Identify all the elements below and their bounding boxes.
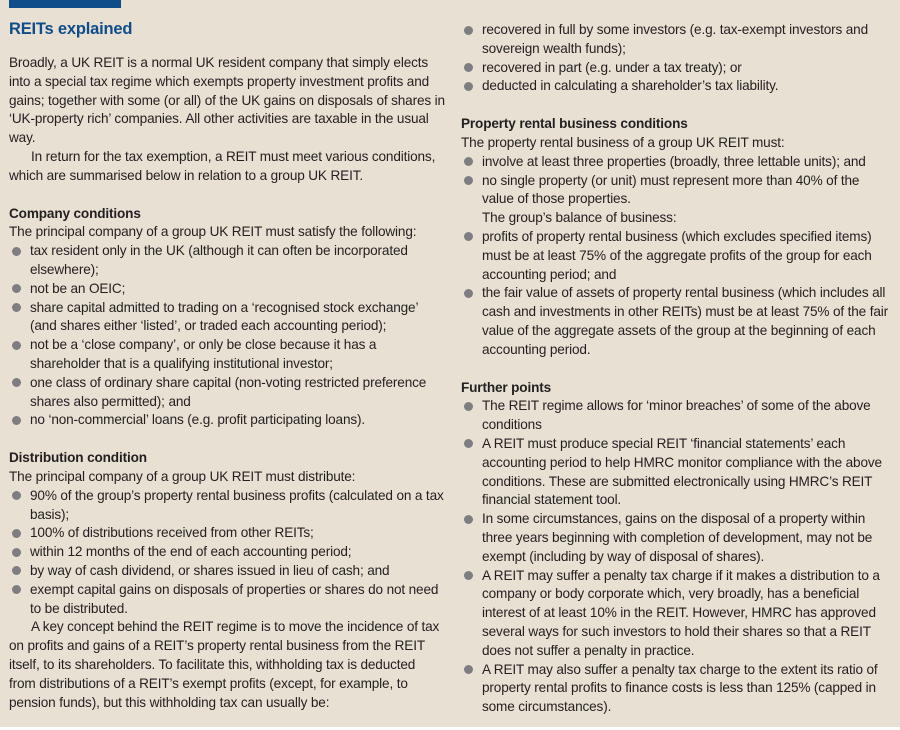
property-rental-lead: The property rental business of a group UK REIT must: [461, 134, 785, 150]
list-item: A REIT may also suffer a penalty tax charge to the extent its ratio of property rental profits to finance costs is less than 125% (capped in some circumstances). [461, 661, 893, 717]
bullet-icon [464, 26, 473, 35]
list-item: 90% of the group’s property rental business profits (calculated on a tax basis); [9, 487, 445, 525]
further-points-list [461, 397, 893, 717]
withholding-tax-paragraph: A key concept behind the REIT regime is to move the incidence of tax on profits and gains of a REIT’s property rental business from the REIT itself, to its shareholders. To facilitate this, withholding tax is deducted from distributions of a REIT’s exempt profits (except, for example, to pension funds), but this withholding tax can usually be: [9, 619, 440, 710]
bullet-icon [12, 529, 21, 538]
bullet-icon [12, 284, 21, 293]
accent-bar [9, 0, 121, 8]
list-item: involve at least three properties (broadly, three lettable units); and [461, 153, 893, 172]
list-item: A REIT must produce special REIT ‘financial statements’ each accounting period to help HMRC monitor compliance with the above conditions. These are submitted electronically using HMRC’s REIT financial statement tool. [461, 435, 893, 510]
list-item: profits of property rental business (which excludes specified items) must be at least 75% of the aggregate profits of the group for each accounting period; and [461, 228, 893, 284]
bullet-icon [12, 548, 21, 557]
company-conditions-list [9, 242, 445, 430]
list-item: 100% of distributions received from other REITs; [9, 524, 445, 543]
list-item: tax resident only in the UK (although it can often be incorporated elsewhere); [9, 242, 445, 280]
list-item: by way of cash dividend, or shares issued in lieu of cash; and [9, 562, 445, 581]
property-rental-list [461, 153, 893, 209]
bullet-icon [464, 82, 473, 91]
list-item: recovered in part (e.g. under a tax treaty); or [461, 59, 893, 78]
list-item: exempt capital gains on disposals of properties or shares do not need to be distributed. [9, 581, 445, 619]
list-item: one class of ordinary share capital (non-voting restricted preference shares also permitted); and [9, 374, 445, 412]
left-column [9, 54, 445, 712]
list-item: The REIT regime allows for ‘minor breaches’ of some of the above conditions [461, 397, 893, 435]
list-item: A REIT may suffer a penalty tax charge if it makes a distribution to a company or body corporate which, very broadly, has a beneficial interest of at least 10% in the REIT. However, HMRC has approved several ways for such investors to hold their shares so that a REIT does not suffer a penalty in practice. [461, 567, 893, 661]
distribution-condition-list [9, 487, 445, 619]
intro-paragraph: Broadly, a UK REIT is a normal UK resident company that simply elects into a special tax regime which exempts property investment profits and gains; together with some (or all) of the UK gains on disposals of shares in ‘UK-property rich’ companies. All other activities are taxable in the usual way. [9, 55, 445, 146]
list-item: no single property (or unit) must represent more than 40% of the value of those properties. [461, 172, 893, 210]
list-item: within 12 months of the end of each accounting period; [9, 543, 445, 562]
list-item: not be a ‘close company’, or only be close because it has a shareholder that is a qualifying institutional investor; [9, 336, 445, 374]
panel-title: REITs explained [9, 20, 133, 38]
bullet-icon [12, 341, 21, 350]
bullet-icon [464, 571, 473, 580]
list-item: not be an OEIC; [9, 280, 445, 299]
bullet-icon [464, 176, 473, 185]
bullet-icon [12, 247, 21, 256]
bullet-icon [464, 439, 473, 448]
list-item: deducted in calculating a shareholder’s tax liability. [461, 77, 893, 96]
bullet-icon [464, 289, 473, 298]
list-item: no ‘non-commercial’ loans (e.g. profit participating loans). [9, 411, 445, 430]
bullet-icon [464, 157, 473, 166]
list-item: In some circumstances, gains on the disposal of a property within three years beginning with completion of development, may not be exempt (including by way of disposal of shares). [461, 510, 893, 566]
withholding-tax-list [461, 21, 893, 96]
bullet-icon [12, 303, 21, 312]
bullet-icon [12, 585, 21, 594]
bullet-icon [464, 402, 473, 411]
bullet-icon [464, 63, 473, 72]
balance-of-business-lead: The group’s balance of business: [482, 210, 677, 226]
company-conditions-lead: The principal company of a group UK REIT must satisfy the following: [9, 224, 417, 240]
distribution-condition-heading: Distribution condition [9, 450, 147, 466]
bullet-icon [464, 515, 473, 524]
further-points-heading: Further points [461, 379, 552, 395]
balance-of-business-list [461, 228, 893, 360]
bullet-icon [464, 232, 473, 241]
bullet-icon [12, 491, 21, 500]
bullet-icon [12, 416, 21, 425]
company-conditions-heading: Company conditions [9, 205, 141, 221]
distribution-condition-lead: The principal company of a group UK REIT must distribute: [9, 468, 356, 484]
property-rental-heading: Property rental business conditions [461, 116, 688, 132]
bullet-icon [464, 665, 473, 674]
intro-paragraph-2: In return for the tax exemption, a REIT must meet various conditions, which are summarised below in relation to a group UK REIT. [9, 148, 436, 183]
list-item: recovered in full by some investors (e.g. tax-exempt investors and sovereign wealth funds); [461, 21, 893, 59]
list-item: share capital admitted to trading on a ‘recognised stock exchange’ (and shares either ‘listed’, or traded each accounting period); [9, 299, 445, 337]
bullet-icon [12, 566, 21, 575]
right-column [461, 21, 893, 717]
list-item: the fair value of assets of property rental business (which includes all cash and investments in other REITs) must be at least 75% of the fair value of the aggregate assets of the group at the beginning of each accounting period. [461, 284, 893, 359]
bullet-icon [12, 378, 21, 387]
